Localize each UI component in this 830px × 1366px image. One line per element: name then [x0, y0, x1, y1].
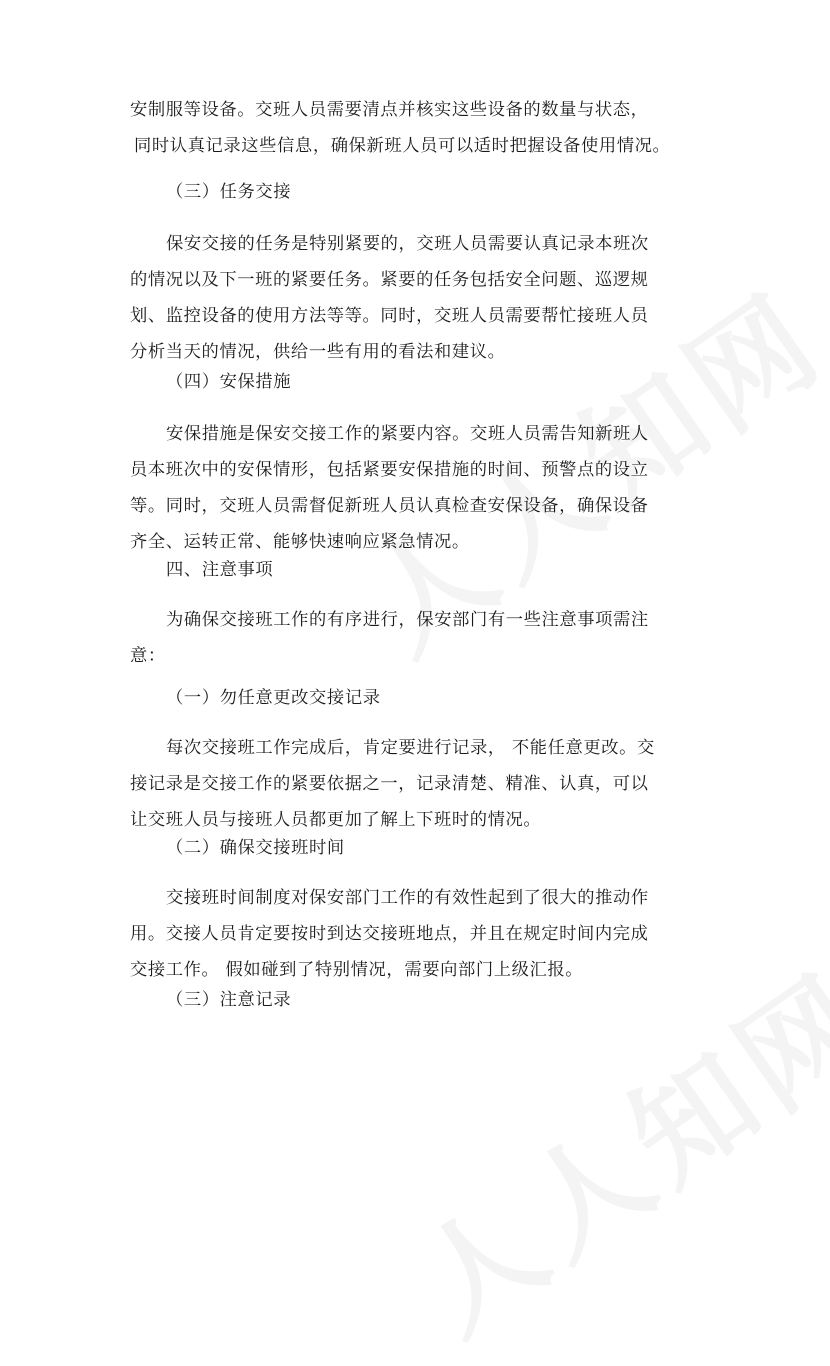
section-heading-task-handover: （三）任务交接 [166, 182, 292, 202]
text-line: 员本班次中的安保情形，包括紧要安保措施的时间、预警点的设立 [130, 460, 649, 480]
text-line: 用。交接人员肯定要按时到达交接班地点，并且在规定时间内完成 [130, 924, 649, 944]
text-line: 意： [130, 646, 166, 666]
text-line: 的情况以及下一班的紧要任务。紧要的任务包括安全问题、巡逻规 [130, 270, 649, 290]
paragraph-shift-time [130, 880, 705, 988]
text-line: 让交班人员与接班人员都更加了解上下班时的情况。 [130, 810, 542, 830]
paragraph-task-handover [130, 226, 705, 370]
text-line: 齐全、运转正常、能够快速响应紧急情况。 [130, 532, 470, 552]
text-line: 划、监控设备的使用方法等等。同时，交班人员需要帮忙接班人员 [130, 306, 649, 326]
text-line: 接记录是交接工作的紧要依据之一，记录清楚、精准、认真，可以 [130, 774, 649, 794]
text-line: 等。同时，交班人员需督促新班人员认真检查安保设备，确保设备 [130, 496, 649, 516]
text-line: 分析当天的情况，供给一些有用的看法和建议。 [130, 342, 506, 362]
text-line: 为确保交接班工作的有序进行，保安部门有一些注意事项需注 [166, 610, 649, 630]
section-heading-security-measures: （四）安保措施 [166, 372, 292, 392]
text-line: 同时认真记录这些信息，确保新班人员可以适时把握设备使用情况。 [134, 136, 671, 156]
text-line: 安制服等设备。交班人员需要清点并核实这些设备的数量与状态， [130, 100, 649, 120]
section-heading-records: （一）勿任意更改交接记录 [166, 688, 381, 708]
section-heading-precautions: 四、注意事项 [166, 560, 274, 580]
paragraph-equipment-check [130, 92, 705, 164]
paragraph-security-measures [130, 416, 705, 560]
text-line: 交接班时间制度对保安部门工作的有效性起到了很大的推动作 [166, 888, 649, 908]
text-line: 安保措施是保安交接工作的紧要内容。交班人员需告知新班人 [166, 424, 649, 444]
text-line: 每次交接班工作完成后，肯定要进行记录， 不能任意更改。交 [166, 738, 655, 758]
paragraph-precautions-intro [130, 602, 705, 674]
section-heading-note-records: （三）注意记录 [166, 990, 292, 1010]
text-line: 保安交接的任务是特别紧要的，交班人员需要认真记录本班次 [166, 234, 649, 254]
section-heading-shift-time: （二）确保交接班时间 [166, 838, 345, 858]
paragraph-records [130, 730, 705, 838]
text-line: 交接工作。 假如碰到了特别情况，需要向部门上级汇报。 [130, 960, 584, 980]
